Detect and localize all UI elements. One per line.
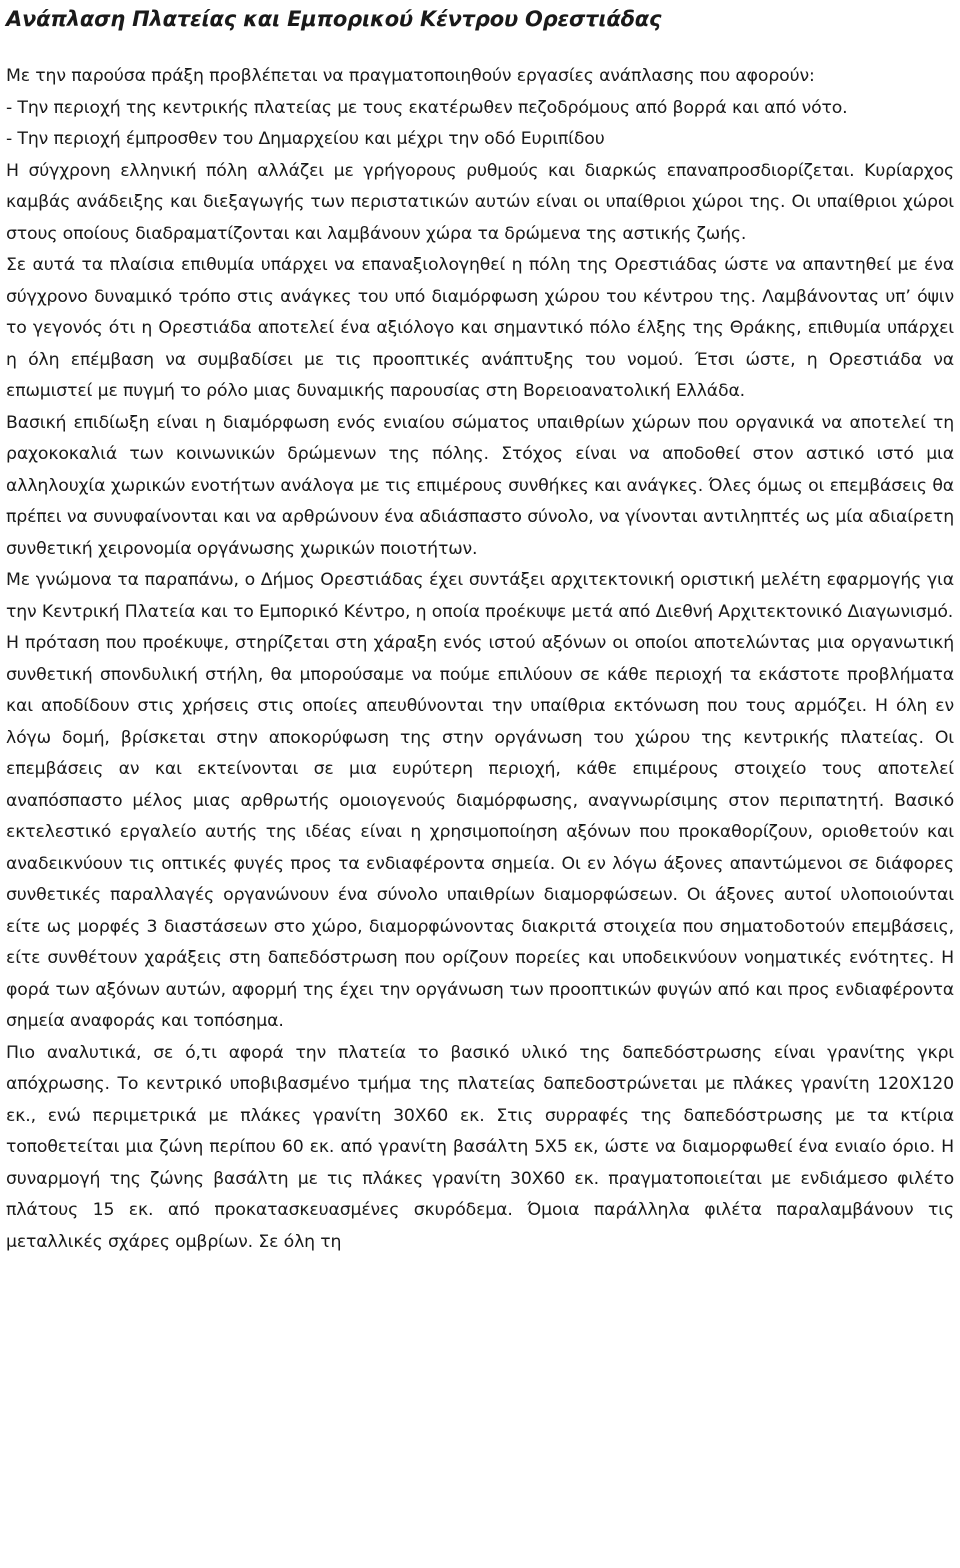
- paragraph: Σε αυτά τα πλαίσια επιθυμία υπάρχει να επαναξιολογηθεί η πόλη της Ορεστιάδας ώστε να απαντηθεί με ένα σύγχρονο δυναμικό τρόπο στις ανάγκες του υπό διαμόρφωση χώρου του κέντρου της. Λαμβάνοντας υπ’ όψιν το γεγονός ότι η Ορεστιάδα αποτελεί ένα αξιόλογο και σημαντικό πόλο έλξης της Θράκης, επιθυμία υπάρχει η όλη επέμβαση να συμβαδίσει με τις προοπτικές ανάπτυξης του νομού. Έτσι ώστε, η Ορεστιάδα να επωμιστεί με πυγμή το ρόλο μιας δυναμικής παρουσίας στη Βορειοανατολική Ελλάδα.: [6, 255, 954, 401]
- intro-line: Με την παρούσα πράξη προβλέπεται να πραγματοποιηθούν εργασίες ανάπλασης που αφορούν:: [6, 66, 815, 86]
- paragraph: Πιο αναλυτικά, σε ό,τι αφορά την πλατεία το βασικό υλικό της δαπεδόστρωσης είναι γρανίτης γκρι απόχρωσης. Το κεντρικό υποβιβασμένο τμήμα της πλατείας δαπεδοστρώνεται με πλάκες γρανίτη 120Χ120 εκ., ενώ περιμετρικά με πλάκες γρανίτη 30Χ60 εκ. Στις συρραφές της δαπεδόστρωσης με τα κτίρια τοποθετείται μια ζώνη περίπου 60 εκ. από γρανίτη βασάλτη 5Χ5 εκ, ώστε να διαμορφωθεί ένα ενιαίο όριο. Η συναρμογή της ζώνης βασάλτη με τις πλάκες γρανίτη 30Χ60 εκ. πραγματοποιείται με ενδιάμεσο φιλέτο πλάτους 15 εκ. από προκατασκευασμένες σκυρόδεμα. Όμοια παράλληλα φιλέτα παραλαμβάνουν τις μεταλλικές σχάρες ομβρίων. Σε όλη τη: [6, 1042, 954, 1252]
- paragraph: Η σύγχρονη ελληνική πόλη αλλάζει με γρήγορους ρυθμούς και διαρκώς επαναπροσδιορίζεται. Κυρίαρχος καμβάς ανάδειξης και διεξαγωγής των περιστατικών αυτών είναι οι υπαίθριοι χώροι της. Οι υπαίθριοι χώροι στους οποίους διαδραματίζονται και λαμβάνουν χώρα τα δρώμενα της αστικής ζωής.: [6, 160, 954, 244]
- document-body: [6, 61, 954, 1258]
- paragraph: Βασική επιδίωξη είναι η διαμόρφωση ενός ενιαίου σώματος υπαιθρίων χώρων που οργανικά να αποτελεί τη ραχοκοκαλιά των κοινωνικών δρώμενων της πόλης. Στόχος είναι να αποδοθεί στον αστικό ιστό μια αλληλουχία χωρικών ενοτήτων ανάλογα με τις επιμέρους συνθήκες και ανάγκες. Όλες όμως οι επεμβάσεις θα πρέπει να συνυφαίνονται και να αρθρώνουν ένα αδιάσπαστο σύνολο, να γίνονται αντιληπτές ως μία αδιαίρετη συνθετική χειρονομία οργάνωσης χωρικών ποιοτήτων.: [6, 412, 954, 559]
- document-page: [6, 0, 954, 1258]
- intro-line: - Την περιοχή της κεντρικής πλατείας με τους εκατέρωθεν πεζοδρόμους από βορρά και από νότο.: [6, 97, 848, 118]
- intro-line: - Την περιοχή έμπροσθεν του Δημαρχείου και μέχρι την οδό Ευριπίδου: [6, 129, 605, 149]
- paragraph: Με γνώμονα τα παραπάνω, ο Δήμος Ορεστιάδας έχει συντάξει αρχιτεκτονική οριστική μελέτη εφαρμογής για την Κεντρική Πλατεία και το Εμπορικό Κέντρο, η οποία προέκυψε μετά από Διεθνή Αρχιτεκτονικό Διαγωνισμό.: [6, 570, 954, 622]
- document-title: Ανάπλαση Πλατείας και Εμπορικού Κέντρου Ορεστιάδας: [6, 7, 662, 31]
- paragraph: Η πρόταση που προέκυψε, στηρίζεται στη χάραξη ενός ιστού αξόνων οι οποίοι αποτελώντας μια οργανωτική συνθετική σπονδυλική στήλη, θα μπορούσαμε να πούμε επιλύουν σε κάθε περιοχή τα εκάστοτε προβλήματα και αποδίδουν στις χρήσεις στις οποίες απευθύνονται την υπαίθρια εκτόνωση που τους αρμόζει. Η όλη εν λόγω δομή, βρίσκεται στην αποκορύφωση της στην οργάνωση του χώρου της κεντρικής πλατείας. Οι επεμβάσεις αν και εκτείνονται σε μια ευρύτερη περιοχή, κάθε επιμέρους στοιχείο τους αποτελεί αναπόσπαστο μέλος μιας αρθρωτής ομοιογενούς διαμόρφωσης, αναγνωρίσιμης στον περιπατητή. Βασικό εκτελεστικό εργαλείο αυτής της ιδέας είναι η χρησιμοποίηση αξόνων που προκαθορίζουν, οριοθετούν και αναδεικνύουν τις οπτικές φυγές προς τα ενδιαφέροντα σημεία. Οι εν λόγω άξονες απαντώμενοι σε διάφορες συνθετικές παραλλαγές οργανώνουν ένα σύνολο υπαιθρίων διαμορφώσεων. Οι άξονες αυτοί υλοποιούνται είτε ως μορφές 3 διαστάσεων στο χώρο, διαμορφώνοντας διακριτά στοιχεία που σηματοδοτούν επεμβάσεις, είτε συνθέτουν χαράξεις στη δαπεδόστρωση που ορίζουν πορείες και υποδεικνύουν νοηματικές ενότητες. Η φορά των αξόνων αυτών, αφορμή της έχει την οργάνωση των προοπτικών φυγών από και προς ενδιαφέροντα σημεία αναφοράς και τοπόσημα.: [6, 633, 954, 1031]
